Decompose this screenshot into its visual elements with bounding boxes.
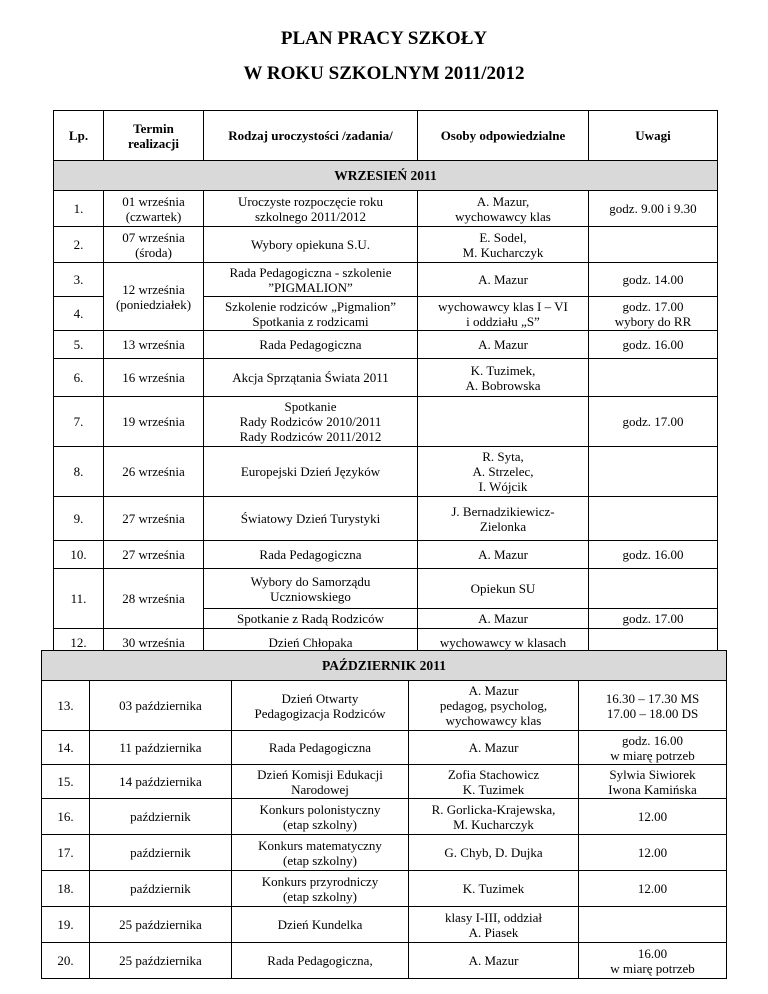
document-subtitle: W ROKU SZKOLNYM 2011/2012 xyxy=(243,63,525,84)
header-rodzaj: Rodzaj uroczystości /zadania/ xyxy=(204,111,418,161)
table-row xyxy=(54,227,718,263)
month-row xyxy=(54,161,718,191)
row-task: Dzień Chłopaka xyxy=(204,629,418,657)
row-people: A. Mazur xyxy=(418,541,589,569)
row-task: Spotkanie Rady Rodziców 2010/2011 Rady Rodziców 2011/2012 xyxy=(204,397,418,447)
row-people: A. Mazur, wychowawcy klas xyxy=(418,191,589,227)
row-people xyxy=(418,397,589,447)
row-note: 12.00 xyxy=(579,871,727,907)
table-row xyxy=(42,943,727,979)
row-note: 16.00 w miarę potrzeb xyxy=(579,943,727,979)
row-task: Uroczyste rozpoczęcie roku szkolnego 2011/2012 xyxy=(204,191,418,227)
row-date: 13 września xyxy=(104,331,204,359)
row-people: J. Bernadzikiewicz- Zielonka xyxy=(418,497,589,541)
row-task: Rada Pedagogiczna xyxy=(232,731,409,765)
row-note: godz. 16.00 xyxy=(589,541,718,569)
header-row xyxy=(54,111,718,161)
row-task: Europejski Dzień Języków xyxy=(204,447,418,497)
row-date: październik xyxy=(90,835,232,871)
row-date: 25 października xyxy=(90,907,232,943)
row-people: Zofia Stachowicz K. Tuzimek xyxy=(409,765,579,799)
row-date: 25 października xyxy=(90,943,232,979)
row-task: Rada Pedagogiczna, xyxy=(232,943,409,979)
table-row xyxy=(42,765,727,799)
row-people: A. Mazur xyxy=(418,263,589,297)
row-people: R. Syta, A. Strzelec, I. Wójcik xyxy=(418,447,589,497)
table-row xyxy=(42,799,727,835)
row-people: A. Mazur xyxy=(409,943,579,979)
row-note xyxy=(579,907,727,943)
month-october: PAŹDZIERNIK 2011 xyxy=(42,651,727,681)
row-lp: 11. xyxy=(54,569,104,629)
row-people: R. Gorlicka-Krajewska, M. Kucharczyk xyxy=(409,799,579,835)
header-termin: Termin realizacji xyxy=(104,111,204,161)
row-lp: 7. xyxy=(54,397,104,447)
row-people: Opiekun SU xyxy=(418,569,589,609)
row-people: G. Chyb, D. Dujka xyxy=(409,835,579,871)
row-lp: 1. xyxy=(54,191,104,227)
row-date: 07 września (środa) xyxy=(104,227,204,263)
row-note: godz. 16.00 xyxy=(589,331,718,359)
row-task: Szkolenie rodziców „Pigmalion” Spotkania z rodzicami xyxy=(204,297,418,331)
row-lp: 19. xyxy=(42,907,90,943)
row-lp: 10. xyxy=(54,541,104,569)
table-row xyxy=(54,263,718,297)
row-lp: 17. xyxy=(42,835,90,871)
row-date: 27 września xyxy=(104,541,204,569)
row-note: godz. 14.00 xyxy=(589,263,718,297)
september-table xyxy=(53,110,718,657)
row-date: 30 września xyxy=(104,629,204,657)
row-date: 28 września xyxy=(104,569,204,629)
row-note: godz. 16.00 w miarę potrzeb xyxy=(579,731,727,765)
header-uwagi: Uwagi xyxy=(589,111,718,161)
row-task: Dzień Komisji Edukacji Narodowej xyxy=(232,765,409,799)
row-task: Konkurs przyrodniczy (etap szkolny) xyxy=(232,871,409,907)
table-row xyxy=(54,541,718,569)
row-lp: 13. xyxy=(42,681,90,731)
row-people: A. Mazur pedagog, psycholog, wychowawcy klas xyxy=(409,681,579,731)
row-lp: 15. xyxy=(42,765,90,799)
row-task: Światowy Dzień Turystyki xyxy=(204,497,418,541)
row-note: godz. 17.00 xyxy=(589,609,718,629)
row-date: 12 września (poniedziałek) xyxy=(104,263,204,331)
row-date: październik xyxy=(90,799,232,835)
table-row xyxy=(54,397,718,447)
row-people: A. Mazur xyxy=(409,731,579,765)
table-row xyxy=(42,907,727,943)
row-lp: 16. xyxy=(42,799,90,835)
row-date: 16 września xyxy=(104,359,204,397)
row-lp: 6. xyxy=(54,359,104,397)
row-note xyxy=(589,227,718,263)
row-note: godz. 17.00 wybory do RR xyxy=(589,297,718,331)
row-note: godz. 9.00 i 9.30 xyxy=(589,191,718,227)
row-lp: 5. xyxy=(54,331,104,359)
table-row xyxy=(54,497,718,541)
month-september: WRZESIEŃ 2011 xyxy=(54,161,718,191)
row-date: 19 września xyxy=(104,397,204,447)
row-task: Rada Pedagogiczna xyxy=(204,331,418,359)
row-task: Rada Pedagogiczna xyxy=(204,541,418,569)
table-row xyxy=(54,569,718,609)
row-note: 12.00 xyxy=(579,799,727,835)
row-task: Rada Pedagogiczna - szkolenie ”PIGMALION” xyxy=(204,263,418,297)
row-people: wychowawcy klas I – VI i oddziału „S” xyxy=(418,297,589,331)
row-date: 26 września xyxy=(104,447,204,497)
table-row xyxy=(42,835,727,871)
row-lp: 14. xyxy=(42,731,90,765)
row-task: Wybory opiekuna S.U. xyxy=(204,227,418,263)
row-note: 12.00 xyxy=(579,835,727,871)
row-people: A. Mazur xyxy=(418,331,589,359)
row-date: 14 października xyxy=(90,765,232,799)
row-date: 01 września (czwartek) xyxy=(104,191,204,227)
row-note xyxy=(589,569,718,609)
row-task: Wybory do Samorządu Uczniowskiego xyxy=(204,569,418,609)
header-lp: Lp. xyxy=(54,111,104,161)
row-note xyxy=(589,359,718,397)
row-date: 27 września xyxy=(104,497,204,541)
table-row xyxy=(54,447,718,497)
row-people: klasy I-III, oddział A. Piasek xyxy=(409,907,579,943)
row-task: Konkurs polonistyczny (etap szkolny) xyxy=(232,799,409,835)
row-note xyxy=(589,497,718,541)
row-people: E. Sodel, M. Kucharczyk xyxy=(418,227,589,263)
row-lp: 12. xyxy=(54,629,104,657)
row-people: wychowawcy w klasach xyxy=(418,629,589,657)
table-row xyxy=(54,331,718,359)
row-note: Sylwia Siwiorek Iwona Kamińska xyxy=(579,765,727,799)
row-people: A. Mazur xyxy=(418,609,589,629)
row-lp: 2. xyxy=(54,227,104,263)
row-date: 03 października xyxy=(90,681,232,731)
table-row xyxy=(54,191,718,227)
row-people: K. Tuzimek xyxy=(409,871,579,907)
header-osoby: Osoby odpowiedzialne xyxy=(418,111,589,161)
row-note: godz. 17.00 xyxy=(589,397,718,447)
row-lp: 20. xyxy=(42,943,90,979)
table-row xyxy=(42,731,727,765)
row-task: Dzień Otwarty Pedagogizacja Rodziców xyxy=(232,681,409,731)
row-lp: 3. xyxy=(54,263,104,297)
row-task: Dzień Kundelka xyxy=(232,907,409,943)
row-task: Spotkanie z Radą Rodziców xyxy=(204,609,418,629)
document-title: PLAN PRACY SZKOŁY xyxy=(280,28,488,49)
row-lp: 8. xyxy=(54,447,104,497)
row-people: K. Tuzimek, A. Bobrowska xyxy=(418,359,589,397)
table-row xyxy=(54,359,718,397)
table-row xyxy=(42,681,727,731)
row-note: 16.30 – 17.30 MS 17.00 – 18.00 DS xyxy=(579,681,727,731)
row-note xyxy=(589,447,718,497)
row-date: 11 października xyxy=(90,731,232,765)
row-lp: 18. xyxy=(42,871,90,907)
row-date: październik xyxy=(90,871,232,907)
month-row xyxy=(42,651,727,681)
october-table xyxy=(41,650,727,979)
row-task: Konkurs matematyczny (etap szkolny) xyxy=(232,835,409,871)
row-task: Akcja Sprzątania Świata 2011 xyxy=(204,359,418,397)
table-row xyxy=(42,871,727,907)
row-lp: 9. xyxy=(54,497,104,541)
row-lp: 4. xyxy=(54,297,104,331)
